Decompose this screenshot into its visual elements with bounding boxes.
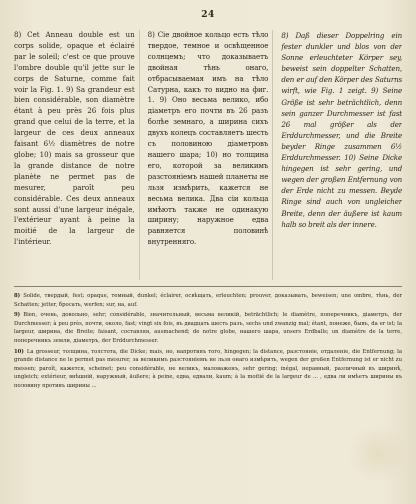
french-column (14, 30, 140, 280)
footnote-text: Bien, очень, довольно, sehr; considérable, значительный, весьма великій, beträchtlich; le diamètre, поперечникъ, діаметръ, der Durchmesser; à peu près, почти, около, fast; vingt six fois, въ двадцать шесть разъ, sechs und zwanzig mal; étant, понеже, бывъ, da er ist; la largeur, ширина, die Breite; faisant, составляя, ausmachend; de notre globe, нашего шара, unsers Erdballs; un diamètre de la terre, поперечникъ земли, діаметръ, der Erddurchmesser. (14, 312, 402, 344)
french-text: 8) Cet Anneau double est un corps solide, opaque et éclairé par le soleil; c'est ce que prouve l'ombre double qu'il jette sur le corps de Saturne, comme fait voir la Fig. 1. 9) Sa grandeur est bien considérable, son diamètre étant à peu près 26 fois plus grand que celui de la terre, et la largeur de ces deux anneaux faisant 6½ diamètres de notre globe; 10) mais sa grosseur que la grande distance de notre planète ne permet pas de mesurer, paroît peu considérable. Ces deux anneaux sont aussi d'une largeur inégale, l'extérieur ayant à peine la moitié de la largeur de l'intérieur. (14, 30, 135, 247)
russian-text: 8) Сіе двойное кольцо есть тѣло твердое, темное и освѣщенное солнцемъ; что доказываетъ двойная тѣнь онаго, отбрасываемая имъ на тѣло Сатурна, какъ то видно на фиг. 1. 9) Оно весьма велико, ибо діаметръ его почти въ 26 разъ болѣе земнаго, а ширина сихъ двухъ колецъ составляетъ шесть съ половиною діаметровъ нашего шара; 10) но толщина его, которой за великимъ разстояніемъ нашей планеты не льзя измѣрить, кажется не весьма велика. Два сіи кольца имѣютъ также не одинакую ширину; наружное едва равняется половинѣ внутренняго. (147, 30, 269, 247)
text-columns (14, 30, 402, 280)
footnote-number: 9) (14, 312, 21, 319)
footnotes (14, 292, 402, 393)
page-number: 24 (201, 10, 215, 20)
paper-stain (348, 424, 408, 484)
footnote-number: 8) (14, 293, 21, 299)
russian-column (148, 30, 274, 280)
footnote (14, 292, 402, 309)
german-column (281, 30, 402, 280)
footnote-text: La grosseur, толщина, толстота, die Dicke; mais, но, напротивъ того, hingegen; la distance, разстояніе, отдаленіе, die Entfernung; la grande distance ne le permet pas mesurer, за великимъ разстояніемъ не льзя онаго измѣрить, wegen der großen Entfernung ist er nicht zu messen; paroît, кажется, scheinet; peu considérable, не великъ, маловаженъ, sehr gering; inégal, неравный, различный въ ширинѣ, ungleich; extérieur, внѣшній, наружный, äußere; à peine, едва, едвали, kaum; à la moitié de la largeur de ... , едва ли имѣетъ ширины въ половину противъ ширины ... (14, 348, 402, 389)
footnote-divider (14, 286, 402, 287)
german-text: 8) Daß dieser Doppelring ein fester dunkler und blos von der Sonne erleuchteter Körper sey, beweist sein doppelter Schatten, den er auf den Körper des Saturns wirft, wie Fig. 1 zeigt. 9) Seine Größe ist sehr beträchtlich, denn sein ganzer Durchmesser ist fast 26 mal größer als der Erddurchmesser, und die Breite beyder Ringe zusammen 6½ Erddurchmesser. 10) Seine Dicke hingegen ist sehr gering, und wegen der großen Entfernung von der Erde nicht zu messen. Beyde Ringe sind auch von ungleicher Breite, denn der äußere ist kaum halb so breit als der innere. (281, 31, 403, 229)
footnote (14, 311, 402, 345)
footnote-text: Solide, твердый, fest; opaque, темный, dunkel; éclairer, освѣщать, erleuchten; prouver, доказывать, beweisen; une ombre, тѣнь, der Schatten; jetter, бросать, werfen; sur, на, auf. (14, 293, 402, 308)
footnote (14, 348, 402, 391)
footnote-number: 10) (14, 348, 24, 355)
